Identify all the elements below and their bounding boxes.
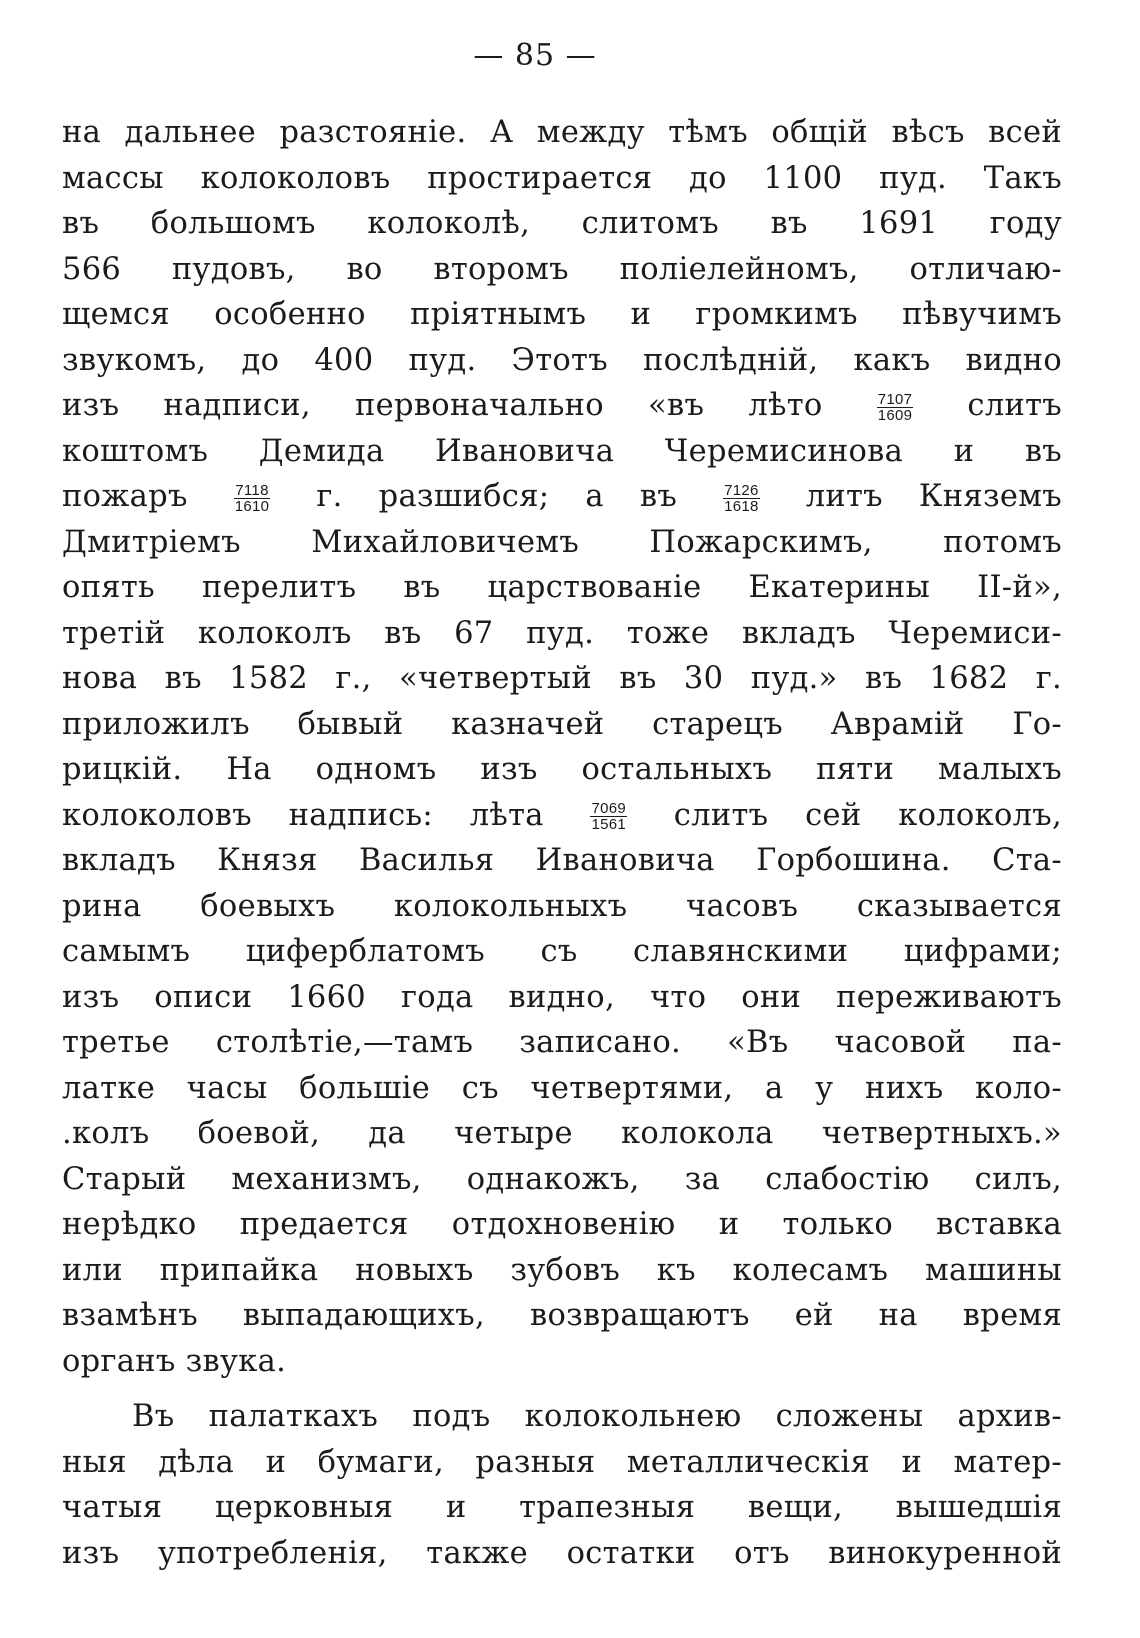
text-segment: нова въ 1582 г., «четвертый въ 30 пуд.» въ 1682 г. bbox=[62, 661, 1062, 696]
text-line bbox=[62, 474, 1062, 520]
text-segment: ныя дѣла и бумаги, разныя металлическія и матер- bbox=[62, 1444, 1062, 1480]
text-line bbox=[62, 975, 1062, 1021]
fraction-denominator: 1618 bbox=[724, 497, 759, 515]
fraction-denominator: 1561 bbox=[591, 816, 627, 833]
text-segment: самымъ циферблатомъ съ славянскими цифрами; bbox=[62, 934, 1062, 969]
year-fraction bbox=[723, 483, 760, 514]
text-line bbox=[62, 520, 1062, 566]
text-segment: чатыя церковныя и трапезныя вещи, вышедшія bbox=[62, 1490, 1062, 1525]
text-segment: колоколовъ надпись: лѣта bbox=[62, 797, 581, 833]
text-segment: Старый механизмъ, однакожъ, за слабостію силъ, bbox=[62, 1161, 1062, 1197]
text-line bbox=[62, 338, 1062, 384]
text-line bbox=[62, 383, 1062, 429]
text-line bbox=[62, 1293, 1062, 1339]
year-fraction bbox=[877, 392, 914, 423]
text-line bbox=[62, 247, 1062, 293]
fraction-denominator: 1610 bbox=[234, 497, 270, 515]
fraction-numerator: 7069 bbox=[591, 800, 627, 817]
text-line bbox=[62, 656, 1062, 702]
text-line bbox=[62, 1202, 1062, 1248]
text-line bbox=[62, 1020, 1062, 1066]
text-line bbox=[62, 429, 1062, 475]
text-segment: органъ звука. bbox=[62, 1343, 287, 1379]
year-fraction bbox=[234, 483, 271, 514]
text-line bbox=[62, 1157, 1062, 1203]
text-line bbox=[62, 156, 1062, 202]
text-line bbox=[62, 1531, 1062, 1577]
text-line bbox=[62, 292, 1062, 338]
text-line bbox=[62, 110, 1062, 156]
text-line bbox=[62, 1440, 1062, 1486]
fraction-numerator: 7126 bbox=[724, 481, 759, 499]
text-line bbox=[62, 1394, 1062, 1440]
fraction-numerator: 7107 bbox=[877, 390, 913, 408]
text-segment: 566 пудовъ, во второмъ поліелейномъ, отличаю- bbox=[62, 251, 1062, 287]
text-segment: пожаръ bbox=[62, 479, 224, 514]
text-segment: третій колоколъ въ 67 пуд. тоже вкладъ Черемиси- bbox=[62, 615, 1062, 651]
text-segment: Въ палаткахъ подъ колокольнею сложены архив- bbox=[132, 1399, 1062, 1434]
text-line bbox=[62, 884, 1062, 930]
text-segment: на дальнее разстояніе. А между тѣмъ общій вѣсъ всей bbox=[62, 115, 1062, 150]
text-segment: Дмитріемъ Михайловичемъ Пожарскимъ, потомъ bbox=[62, 524, 1062, 560]
text-line bbox=[62, 747, 1062, 793]
text-line bbox=[62, 1485, 1062, 1531]
text-segment: взамѣнъ выпадающихъ, возвращаютъ ей на время bbox=[62, 1298, 1062, 1333]
fraction-denominator: 1609 bbox=[877, 406, 913, 424]
text-segment: или припайка новыхъ зубовъ къ колесамъ машины bbox=[62, 1252, 1062, 1288]
text-segment: въ большомъ колоколѣ, слитомъ въ 1691 году bbox=[62, 206, 1062, 241]
text-segment: г. разшибся; а въ bbox=[280, 479, 714, 514]
page-number: — 85 — bbox=[473, 38, 597, 73]
text-segment: слитъ bbox=[923, 388, 1062, 423]
text-segment: слитъ сей колоколъ, bbox=[637, 797, 1062, 833]
year-fraction bbox=[590, 801, 627, 832]
text-segment: щемся особенно пріятнымъ и громкимъ пѣвучимъ bbox=[62, 297, 1062, 332]
text-segment: опять перелитъ въ царствованіе Екатерины II-й», bbox=[62, 570, 1062, 605]
text-segment: вкладъ Князя Василья Ивановича Горбошина. Ста- bbox=[62, 843, 1062, 878]
text-line bbox=[62, 1066, 1062, 1112]
text-line bbox=[62, 1248, 1062, 1294]
text-segment: рицкій. На одномъ изъ остальныхъ пяти малыхъ bbox=[62, 752, 1062, 787]
text-segment: нерѣдко предается отдохновенію и только вставка bbox=[62, 1207, 1062, 1242]
text-segment: изъ надписи, первоначально «въ лѣто bbox=[62, 388, 867, 423]
text-segment: третье столѣтіе,—тамъ записано. «Въ часовой па- bbox=[62, 1025, 1062, 1060]
text-line bbox=[62, 565, 1062, 611]
text-segment: приложилъ бывый казначей старецъ Аврамій Го- bbox=[62, 706, 1062, 742]
text-line bbox=[62, 793, 1062, 839]
body-text bbox=[62, 110, 1062, 1576]
text-segment: рина боевыхъ колокольныхъ часовъ сказывается bbox=[62, 888, 1062, 924]
text-segment: коштомъ Демида Ивановича Черемисинова и въ bbox=[62, 433, 1062, 469]
paragraph-gap bbox=[62, 1384, 1062, 1394]
text-line bbox=[62, 1339, 1062, 1385]
text-segment: литъ Княземъ bbox=[769, 479, 1062, 514]
text-segment: .колъ боевой, да четыре колокола четвертныхъ.» bbox=[62, 1116, 1062, 1151]
text-segment: изъ описи 1660 года видно, что они переживаютъ bbox=[62, 979, 1062, 1015]
text-line bbox=[62, 201, 1062, 247]
fraction-numerator: 7118 bbox=[235, 481, 269, 499]
text-segment: латке часы большіе съ четвертями, а у нихъ коло- bbox=[62, 1070, 1062, 1106]
text-line bbox=[62, 838, 1062, 884]
text-segment: изъ употребленія, также остатки отъ винокуренной bbox=[62, 1535, 1062, 1571]
text-line bbox=[62, 611, 1062, 657]
text-line bbox=[62, 1111, 1062, 1157]
text-line bbox=[62, 702, 1062, 748]
text-line bbox=[62, 929, 1062, 975]
text-segment: звукомъ, до 400 пуд. Этотъ послѣдній, какъ видно bbox=[62, 342, 1062, 378]
text-segment: массы колоколовъ простирается до 1100 пуд. Такъ bbox=[62, 160, 1062, 196]
